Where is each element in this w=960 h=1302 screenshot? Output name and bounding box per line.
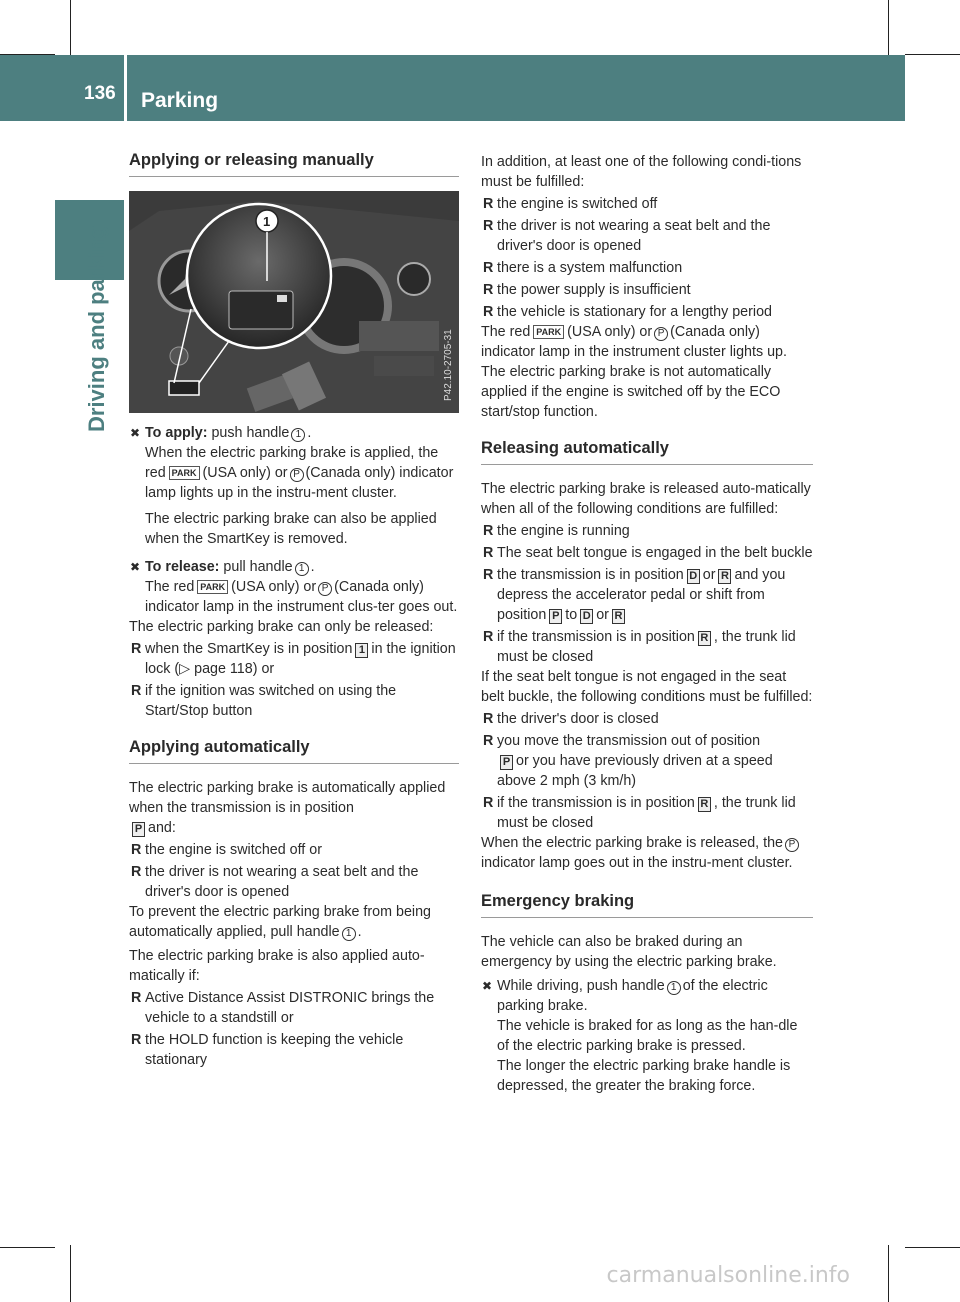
bullet-icon: R [483,733,494,749]
step-emergency [481,976,813,1096]
list-text: the engine is switched off [497,196,658,212]
step-text: The longer the electric parking brake handle is depressed, the greater the braking force. [497,1058,791,1094]
paragraph: The electric parking brake is released auto-matically when all of the following conditions are fulfilled: [481,481,811,517]
bullet-icon: R [483,795,494,811]
dashboard-illustration [129,191,459,413]
paragraph: The vehicle can also be braked during an emergency by using the electric parking brake. [481,934,777,970]
key-position-icon: D [687,569,700,584]
list-item [481,258,813,278]
figure-code: P42.10-2705-31 [443,329,454,401]
step-text: While driving, push handle [497,978,665,994]
bullet-icon: R [131,990,142,1006]
list-item [129,1030,459,1070]
step-arrow-icon: ✖ [130,560,141,574]
step-text: . [307,425,312,441]
paragraph-text: The electric parking brake is automatically applied when the transmission is in position [129,780,446,816]
crop-mark [888,1245,889,1302]
list-item [481,216,813,256]
step-text: (USA only) or [231,579,317,595]
watermark: carmanualsonline.info [606,1263,850,1288]
bullet-icon: R [483,567,494,583]
list-item [129,639,459,679]
paragraph-text: (Canada only) indicator lamp in the instrument cluster lights up. [481,324,787,360]
parking-brake-figure [129,191,459,413]
list-text: The seat belt tongue is engaged in the belt buckle [497,545,813,561]
list-item [129,681,459,721]
list-item [129,840,459,860]
list-text: you move the transmission out of position [497,733,761,749]
list-item [481,709,813,729]
key-position-icon: 1 [355,643,368,658]
list-item [481,543,813,563]
section-heading: Releasing automatically [481,438,813,465]
key-position-icon: P [549,609,562,624]
bullet-icon: R [131,1032,142,1048]
park-lamp-icon: PARK [169,466,200,480]
list-text: the vehicle is stationary for a lengthy period [497,304,772,320]
page-number: 136 [84,83,116,104]
key-position-icon: P [132,822,145,837]
step-label: To apply: [145,425,208,441]
paragraph: The electric parking brake is not automatically applied if the engine is switched off by the ECO start/stop function. [481,364,781,420]
step-text: When the electric parking brake is applied, the red [145,445,439,481]
step-text: The red [145,579,195,595]
page-header [0,55,905,121]
paragraph-text: . [357,924,362,940]
bullet-icon: R [131,842,142,858]
header-divider [124,55,127,121]
paragraph: If the seat belt tongue is not engaged in the seat belt buckle, the following conditions must be fulfilled: [481,669,813,705]
callout-label: 1 [263,214,271,229]
list-text: or [596,607,609,623]
paragraph-text: (USA only) or [567,324,653,340]
crop-mark [905,1247,960,1248]
paragraph: In addition, at least one of the following condi-tions must be fulfilled: [481,154,802,190]
handle-callout-icon: 1 [342,927,356,941]
paragraph [129,778,459,838]
key-position-icon: R [698,631,711,646]
handle-callout-icon: 1 [291,428,305,442]
paragraph [481,833,813,873]
list-text: the power supply is insufficient [497,282,691,298]
list-text: if the transmission is in position [497,795,695,811]
list-text: Active Distance Assist DISTRONIC brings the vehicle to a standstill or [145,990,435,1026]
list-text: the driver's door is closed [497,711,659,727]
list-text: to [565,607,578,623]
bullet-icon: R [483,711,494,727]
section-heading: Applying automatically [129,737,459,764]
list-item [481,302,813,322]
step-text: (Canada only) indicator lamp in the instrument clus-ter goes out. [145,579,458,615]
list-text: the engine is running [497,523,630,539]
key-position-icon: R [612,609,625,624]
list-text: or [702,567,716,583]
step-text: of the electric parking brake. [497,978,768,1014]
list-text: there is a system malfunction [497,260,683,276]
side-tab-label: Driving and parking [84,225,109,432]
paragraph-text: indicator lamp goes out in the instru-ment cluster. [481,855,793,871]
paragraph [481,322,813,362]
bullet-icon: R [483,304,494,320]
list-text: if the transmission is in position [497,629,695,645]
step-text: The vehicle is braked for as long as the han-dle of the electric parking brake is pressed. [497,1018,798,1054]
bullet-icon: R [483,545,494,561]
list-text: in the ignition lock ( [145,641,456,677]
list-item [129,988,459,1028]
list-text: the HOLD function is keeping the vehicle stationary [145,1032,404,1068]
list-item [481,731,813,791]
crop-mark [70,1245,71,1302]
paragraph [129,902,459,942]
bullet-icon: R [483,196,494,212]
park-lamp-icon: PARK [197,580,228,594]
brake-lamp-icon: P [654,327,668,341]
list-item [481,627,813,667]
step-text: (USA only) or [202,465,288,481]
list-text: the engine is switched off or [145,842,322,858]
list-item [481,793,813,833]
step-arrow-icon: ✖ [130,426,141,440]
step-arrow-icon: ✖ [482,979,493,993]
step-release [129,557,459,617]
step-text: pull handle [223,559,293,575]
list-text: when the SmartKey is in position [145,641,353,657]
paragraph-text: To prevent the electric parking brake from being automatically applied, pull handle [129,904,431,940]
key-position-icon: R [718,569,731,584]
list-item [129,862,459,902]
list-text: and you depress the accelerator pedal or shift from position [497,567,786,623]
step-text: . [310,559,315,575]
step-text: (Canada only) indicator lamp lights up in the instru-ment cluster. [145,465,454,501]
section-heading: Emergency braking [481,891,813,918]
page-reference-link[interactable]: ▷ page 118) or [179,661,275,677]
bullet-icon: R [483,260,494,276]
crop-mark [905,54,960,55]
bullet-icon: R [483,629,494,645]
list-text: or you have previously driven at a speed above 2 mph (3 km/h) [497,753,773,789]
paragraph: The electric parking brake can only be released: [129,619,434,635]
list-text: if the ignition was switched on using the Start/Stop button [145,683,397,719]
list-text: the transmission is in position [497,567,684,583]
paragraph-text: The red [481,324,531,340]
step-text: push handle [211,425,290,441]
list-text: , the trunk lid must be closed [497,795,796,831]
paragraph-text: When the electric parking brake is released, the [481,835,783,851]
list-item [481,521,813,541]
paragraph: The electric parking brake is also applied auto-matically if: [129,948,425,984]
brake-lamp-icon: P [290,468,304,482]
crop-mark [70,0,71,55]
handle-callout-icon: 1 [295,562,309,576]
paragraph-text: and: [148,820,176,836]
list-item [481,565,813,625]
list-text: the driver is not wearing a seat belt and the driver's door is opened [497,218,771,254]
bullet-icon: R [131,641,142,657]
bullet-icon: R [131,683,142,699]
list-item [481,194,813,214]
step-note: The electric parking brake can also be applied when the SmartKey is removed. [145,511,437,547]
bullet-icon: R [483,523,494,539]
crop-mark [888,0,889,55]
brake-lamp-icon: P [318,582,332,596]
key-position-icon: R [698,797,711,812]
list-item [481,280,813,300]
crop-mark [0,1247,55,1248]
key-position-icon: P [500,755,513,770]
page-title: Parking [141,89,219,112]
step-label: To release: [145,559,220,575]
right-column [481,152,813,1096]
step-apply [129,423,459,549]
bullet-icon: R [483,282,494,298]
handle-callout-icon: 1 [667,981,681,995]
park-lamp-icon: PARK [533,325,564,339]
key-position-icon: D [580,609,593,624]
left-column [129,150,459,1070]
bullet-icon: R [131,864,142,880]
bullet-icon: R [483,218,494,234]
brake-lamp-icon: P [785,838,799,852]
section-heading: Applying or releasing manually [129,150,459,177]
list-text: the driver is not wearing a seat belt and the driver's door is opened [145,864,419,900]
list-text: , the trunk lid must be closed [497,629,796,665]
